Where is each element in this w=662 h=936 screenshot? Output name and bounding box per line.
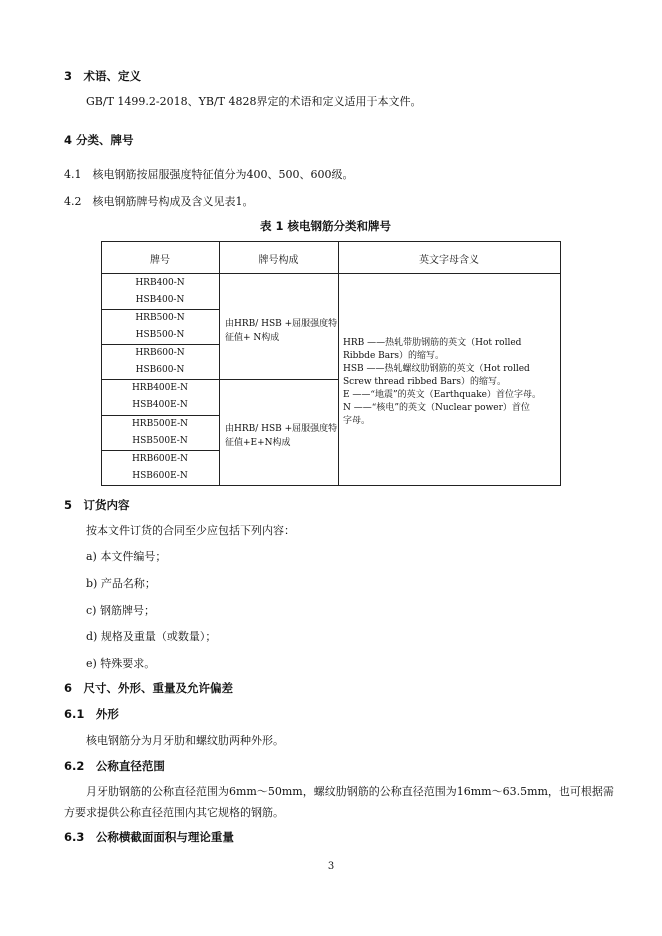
section-6-1-text: 核电钢筋分为月牙肋和螺纹肋两种外形。	[86, 734, 284, 747]
grade-cell: HSB400-N	[135, 295, 185, 305]
meaning-line: N ——“核电”的英文（Nuclear power）首位	[343, 403, 530, 413]
section-6-3-heading: 6.3 公称横截面面积与理论重量	[64, 830, 234, 844]
section-4-1-text: 4.1 核电钢筋按屈服强度特征值分为400、500、600级。	[64, 168, 354, 181]
section-6-2-text-line2: 方要求提供公称直径范围内其它规格的钢筋。	[64, 806, 284, 819]
meaning-line: HRB ——热轧带肋钢筋的英文（Hot rolled	[343, 338, 522, 348]
meaning-line: E ——“地震”的英文（Earthquake）首位字母。	[343, 390, 541, 400]
list-item: e) 特殊要求。	[86, 657, 156, 670]
section-4-2-text: 4.2 核电钢筋牌号构成及含义见表1。	[64, 195, 254, 208]
composition-cell: 征值+ N构成	[225, 333, 280, 343]
grade-cell: HSB500E-N	[132, 436, 188, 446]
composition-cell: 征值+E+N构成	[225, 438, 291, 448]
composition-cell: 由HRB/ HSB +屈服强度特	[225, 424, 338, 434]
header-composition: 牌号构成	[258, 255, 299, 266]
header-grade: 牌号	[150, 255, 170, 266]
section-6-1-heading: 6.1 外形	[64, 707, 119, 721]
meaning-line: 字母。	[343, 416, 371, 426]
grade-cell: HRB600-N	[135, 348, 185, 358]
grade-cell: HSB600-N	[135, 365, 185, 375]
table-caption: 表 1 核电钢筋分类和牌号	[260, 219, 392, 233]
list-item: c) 钢筋牌号；	[86, 604, 155, 617]
grade-cell: HRB500E-N	[131, 419, 189, 429]
grade-cell: HRB600E-N	[131, 454, 189, 464]
header-meaning: 英文字母含义	[419, 255, 479, 266]
page-number: 3	[327, 861, 335, 872]
list-item: a) 本文件编号；	[86, 550, 167, 563]
section-3-text: GB/T 1499.2-2018、YB/T 4828界定的术语和定义适用于本文件。	[86, 95, 422, 108]
section-5-intro: 按本文件订货的合同至少应包括下列内容：	[86, 524, 295, 537]
meaning-line: HSB ——热轧螺纹肋钢筋的英文（Hot rolled	[343, 364, 530, 374]
list-item: d) 规格及重量（或数量）；	[86, 630, 217, 643]
grade-cell: HRB400E-N	[131, 383, 189, 393]
section-3-heading: 3 术语、定义	[64, 69, 142, 83]
grade-cell: HSB500-N	[135, 330, 185, 340]
grade-cell: HRB500-N	[135, 313, 185, 323]
section-4-heading: 4 分类、牌号	[64, 133, 134, 147]
section-5-heading: 5 订货内容	[64, 498, 130, 512]
meaning-line: Ribbde Bars）的缩写。	[343, 351, 445, 361]
grade-cell: HRB400-N	[135, 278, 185, 288]
section-6-2-heading: 6.2 公称直径范围	[64, 759, 165, 773]
section-6-2-text-line1: 月牙肋钢筋的公称直径范围为6mm～50mm，螺纹肋钢筋的公称直径范围为16mm～63.5mm，也可根据需	[86, 785, 614, 798]
composition-cell: 由HRB/ HSB +屈服强度特	[225, 319, 338, 329]
grade-cell: HSB400E-N	[132, 400, 188, 410]
meaning-line: Screw thread ribbed Bars）的缩写。	[343, 377, 506, 387]
grade-cell: HSB600E-N	[132, 471, 188, 481]
section-6-heading: 6 尺寸、外形、重量及允许偏差	[64, 681, 233, 695]
grade-table	[101, 241, 561, 486]
list-item: b) 产品名称；	[86, 577, 156, 590]
